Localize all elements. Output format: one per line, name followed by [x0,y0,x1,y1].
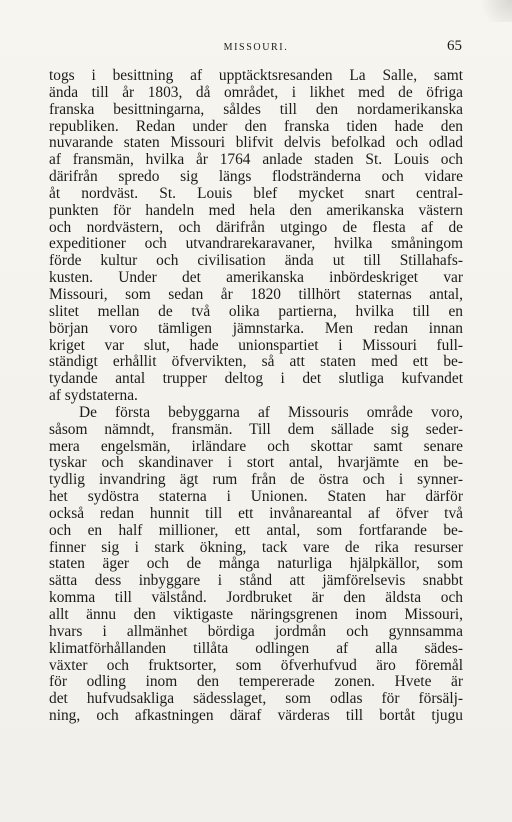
text-line: därifrån spredo sig längs flodstränderna och vidare [49,168,463,186]
text-line: togs i besittning af upptäcktsresanden La Salle, samt [49,67,463,84]
running-head-title: MISSOURI. [223,42,289,53]
text-line: punkten för handeln med hela den amerikanska västern [49,201,463,219]
text-line: ständigt erhållit öfvervikten, så att staten med ett be- [49,353,463,371]
text-line: slitet mellan de två olika partierna, hvilka till en [49,302,463,320]
body-text [49,68,463,725]
text-line: tyskar och skandinaver i stort antal, hvarjämte en be- [49,454,463,472]
text-line: komma till välstånd. Jordbruket är den äldsta och [49,589,463,607]
text-line: staten äger och de många naturliga hjälpkällor, som [49,555,463,573]
text-line: förde kultur och civilisation ända ut till Stillahafs- [49,252,463,270]
running-head [0,40,512,56]
text-line: expeditioner och utvandrarekaravaner, hvilka småningom [49,235,463,253]
page-corner-shading [472,0,512,22]
text-line: ning, och afkastningen däraf värderas till bortåt tjugu [49,707,463,725]
text-line: det hufvudsakliga sädesslaget, som odlas för försälj- [49,690,463,708]
text-line: växter och fruktsorter, som öfverhufvud äro föremål [49,656,463,674]
text-line: finner sig i stark ökning, tack vare de rika resurser [49,538,463,556]
paragraph-end-line: af sydstaterna. [49,387,138,405]
paragraph-start-line: De första bebyggarna af Missouris område voro, [79,403,463,421]
text-line: af fransmän, hvilka år 1764 anlade staden St. Louis och [49,151,463,169]
text-line: ända till år 1803, då området, i likhet med de öfriga [49,83,463,101]
text-line: allt ännu den viktigaste näringsgrenen inom Missouri, [49,606,463,623]
text-line: början voro tämligen jämnstarka. Men redan innan [49,319,463,337]
text-line: såsom nämndt, fransmän. Till dem sällade sig seder- [49,420,463,438]
text-line: sätta dess inbyggare i stånd att jämförelsevis snabbt [49,572,463,590]
text-line: Missouri, som sedan år 1820 tillhört staternas antal, [49,285,463,303]
text-line: tydande antal trupper deltog i det slutliga kufvandet [49,370,463,388]
text-line: också redan hunnit till ett invånareantal af öfver två [49,504,463,522]
text-line: och en half millioner, ett antal, som fortfarande be- [49,521,463,539]
text-line: kriget var slut, hade unionspartiet i Missouri full- [49,336,463,354]
text-line: franska besittningarna, såldes till den nordamerikanska [49,100,463,118]
text-line: kusten. Under det amerikanska inbördeskriget var [49,269,463,287]
text-line: mera engelsmän, irländare och skottar samt senare [49,437,463,455]
text-line: nuvarande staten Missouri blifvit delvis befolkad och odlad [49,134,463,152]
text-line: åt nordväst. St. Louis blef mycket snart central- [49,184,463,202]
text-line: hvars i allmänhet bördiga jordmån och gynnsamma [49,622,463,640]
text-line: tydlig invandring ägt rum från de östra och i synner- [49,471,463,489]
text-line: för odling inom den tempererade zonen. Hvete är [49,673,463,691]
text-line: och nordvästern, och därifrån utgingo de flesta af de [49,218,463,236]
text-line: republiken. Redan under den franska tiden hade den [49,117,463,135]
text-line: klimatförhållanden tillåta odlingen af alla sädes- [49,639,463,657]
page-number: 65 [447,38,462,54]
text-line: het sydöstra staterna i Unionen. Staten har därför [49,488,463,506]
